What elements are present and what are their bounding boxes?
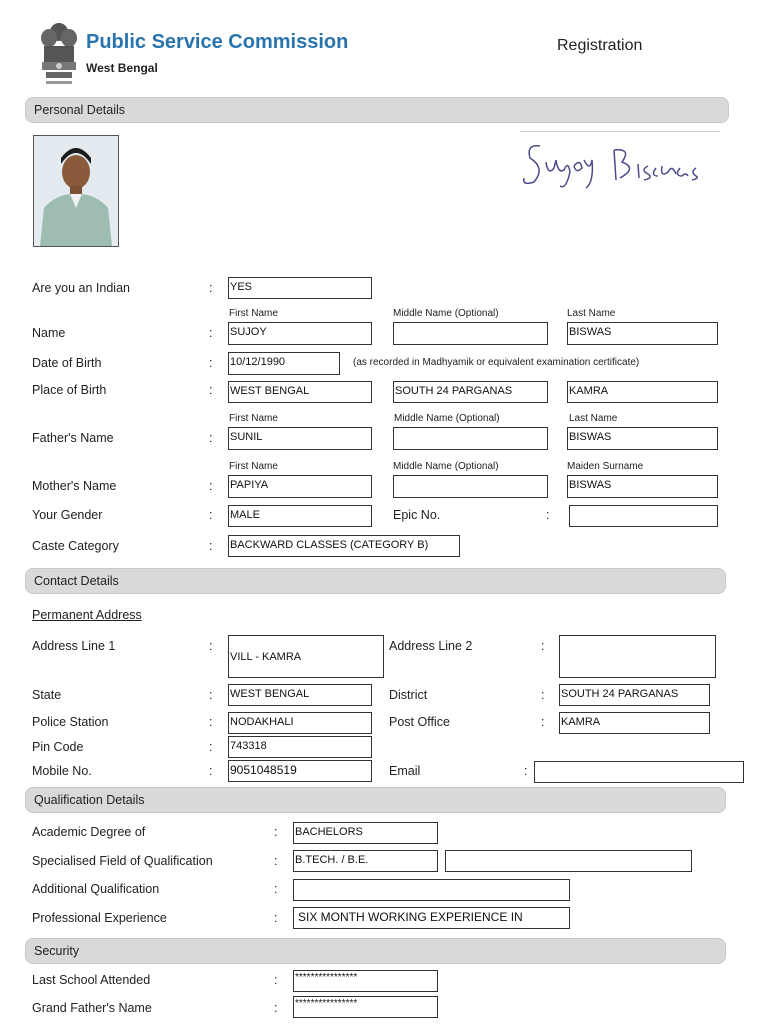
colon: : [209, 740, 213, 754]
father-last-field[interactable]: BISWAS [567, 427, 718, 450]
last-name-caption: Last Name [567, 308, 616, 319]
section-personal-details: Personal Details [25, 97, 729, 123]
epic-field[interactable] [569, 505, 718, 527]
mobile-label: Mobile No. [32, 764, 92, 778]
page-title: Registration [557, 37, 643, 54]
indian-field[interactable]: YES [228, 277, 372, 299]
caste-label: Caste Category [32, 539, 119, 553]
colon: : [546, 508, 550, 522]
police-station-label: Police Station [32, 715, 109, 729]
father-last-caption: Last Name [569, 413, 618, 424]
grandfather-name-field[interactable]: **************** [293, 996, 438, 1018]
pob-district-field[interactable]: SOUTH 24 PARGANAS [393, 381, 548, 403]
colon: : [209, 508, 213, 522]
pob-state-field[interactable]: WEST BENGAL [228, 381, 372, 403]
last-name-field[interactable]: BISWAS [567, 322, 718, 345]
colon: : [274, 911, 278, 925]
father-first-field[interactable]: SUNIL [228, 427, 372, 450]
father-middle-caption: Middle Name (Optional) [394, 413, 500, 424]
professional-experience-label: Professional Experience [32, 911, 167, 925]
colon: : [524, 764, 528, 778]
first-name-field[interactable]: SUJOY [228, 322, 372, 345]
specialised-field-input[interactable]: B.TECH. / B.E. [293, 850, 438, 872]
post-office-label: Post Office [389, 715, 450, 729]
pob-label: Place of Birth [32, 383, 107, 397]
indian-label: Are you an Indian [32, 281, 130, 295]
caste-field[interactable]: BACKWARD CLASSES (CATEGORY B) [228, 535, 460, 557]
gender-label: Your Gender [32, 508, 103, 522]
father-label: Father's Name [32, 431, 114, 445]
colon: : [274, 882, 278, 896]
pin-code-field[interactable]: 743318 [228, 736, 372, 758]
district-field[interactable]: SOUTH 24 PARGANAS [559, 684, 710, 706]
state-field[interactable]: WEST BENGAL [228, 684, 372, 706]
father-middle-field[interactable] [393, 427, 548, 450]
first-name-caption: First Name [229, 308, 278, 319]
email-label: Email [389, 764, 421, 778]
dob-note: (as recorded in Madhyamik or equivalent examination certificate) [353, 357, 640, 368]
mobile-field[interactable]: 9051048519 [228, 760, 372, 782]
mother-middle-field[interactable] [393, 475, 548, 498]
colon: : [541, 639, 545, 653]
father-first-caption: First Name [229, 413, 278, 424]
colon: : [209, 688, 213, 702]
org-state: West Bengal [86, 61, 158, 75]
mother-last-field[interactable]: BISWAS [567, 475, 718, 498]
colon: : [209, 539, 213, 553]
degree-label: Academic Degree of [32, 825, 146, 839]
signature-image [520, 131, 720, 194]
last-school-field[interactable]: **************** [293, 970, 438, 992]
police-station-field[interactable]: NODAKHALI [228, 712, 372, 734]
colon: : [541, 715, 545, 729]
applicant-photo [33, 135, 119, 247]
dob-field[interactable]: 10/12/1990 [228, 352, 340, 375]
section-contact-details: Contact Details [25, 568, 726, 594]
colon: : [209, 431, 213, 445]
org-name: Public Service Commission [86, 31, 349, 53]
colon: : [274, 973, 278, 987]
last-school-label: Last School Attended [32, 973, 151, 987]
colon: : [209, 281, 213, 295]
colon: : [209, 715, 213, 729]
name-label: Name [32, 326, 66, 340]
additional-qualification-field[interactable] [293, 879, 570, 901]
colon: : [209, 639, 213, 653]
middle-name-field[interactable] [393, 322, 548, 345]
colon: : [541, 688, 545, 702]
pin-code-label: Pin Code [32, 740, 84, 754]
specialised-field-label: Specialised Field of Qualification [32, 854, 213, 868]
degree-field[interactable]: BACHELORS [293, 822, 438, 844]
email-field[interactable] [534, 761, 744, 783]
section-security: Security [25, 938, 726, 964]
colon: : [209, 326, 213, 340]
mother-middle-caption: Middle Name (Optional) [393, 461, 499, 472]
maiden-surname-caption: Maiden Surname [567, 461, 644, 472]
specialised-field-extra-input[interactable] [445, 850, 692, 872]
addr1-field[interactable]: VILL - KAMRA [228, 635, 384, 678]
colon: : [209, 764, 213, 778]
colon: : [274, 1001, 278, 1015]
emblem-icon [38, 18, 80, 88]
colon: : [209, 383, 213, 397]
colon: : [274, 825, 278, 839]
mother-first-field[interactable]: PAPIYA [228, 475, 372, 498]
colon: : [209, 479, 213, 493]
addr2-field[interactable] [559, 635, 716, 678]
additional-qualification-label: Additional Qualification [32, 882, 160, 896]
permanent-address-heading: Permanent Address [32, 608, 142, 622]
addr1-label: Address Line 1 [32, 639, 116, 653]
post-office-field[interactable]: KAMRA [559, 712, 710, 734]
middle-name-caption: Middle Name (Optional) [393, 308, 499, 319]
professional-experience-field[interactable]: SIX MONTH WORKING EXPERIENCE IN [293, 907, 570, 929]
state-label: State [32, 688, 62, 702]
section-qualification-details: Qualification Details [25, 787, 726, 813]
district-label: District [389, 688, 428, 702]
addr2-label: Address Line 2 [389, 639, 473, 653]
dob-label: Date of Birth [32, 356, 102, 370]
colon: : [209, 356, 213, 370]
grandfather-name-label: Grand Father's Name [32, 1001, 152, 1015]
mother-label: Mother's Name [32, 479, 117, 493]
pob-place-field[interactable]: KAMRA [567, 381, 718, 403]
epic-label: Epic No. [393, 508, 441, 522]
gender-field[interactable]: MALE [228, 505, 372, 527]
colon: : [274, 854, 278, 868]
mother-first-caption: First Name [229, 461, 278, 472]
